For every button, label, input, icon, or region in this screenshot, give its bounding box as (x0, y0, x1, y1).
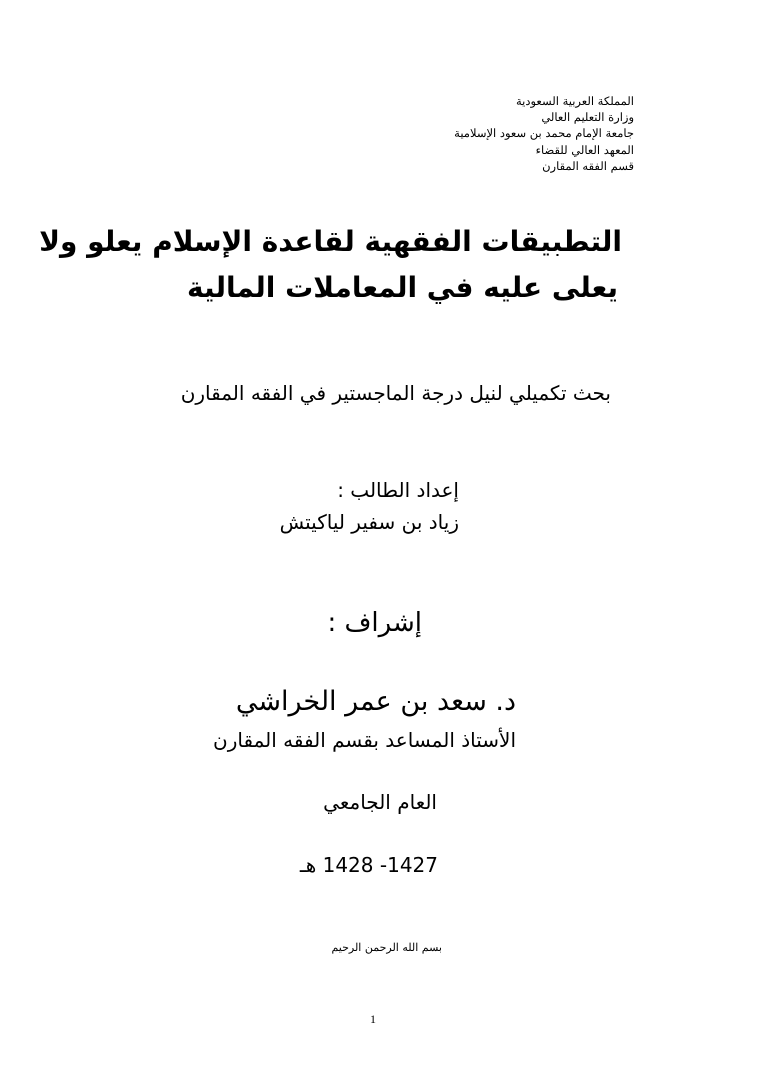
header-line-kingdom: المملكة العربية السعودية (516, 94, 634, 108)
header-line-ministry: وزارة التعليم العالي (541, 110, 634, 125)
supervisor-name: د. سعد بن عمر الخراشي (235, 686, 516, 717)
thesis-title-line-2: يعلى عليه في المعاملات المالية (187, 271, 618, 304)
page-number: 1 (370, 1012, 376, 1026)
header-line-department: قسم الفقه المقارن (542, 158, 634, 173)
institution-header (454, 93, 634, 174)
thesis-title-line-1: التطبيقات الفقهية لقاعدة الإسلام يعلو ولا (39, 225, 622, 258)
student-name: زياد بن سفير لياكيتش (279, 510, 459, 534)
thesis-subtitle: بحث تكميلي لنيل درجة الماجستير في الفقه المقارن (180, 381, 611, 405)
header-line-institute: المعهد العالي للقضاء (535, 142, 634, 157)
supervision-label: إشراف : (327, 608, 422, 638)
header-line-university: جامعة الإمام محمد بن سعود الإسلامية (454, 126, 634, 141)
supervisor-title: الأستاذ المساعد بقسم الفقه المقارن (213, 728, 516, 752)
academic-year-label: العام الجامعي (323, 790, 437, 814)
academic-year-value: 1427- 1428 هـ (299, 853, 438, 877)
student-label: إعداد الطالب : (337, 478, 459, 502)
basmala: بسم الله الرحمن الرحيم (331, 941, 442, 954)
